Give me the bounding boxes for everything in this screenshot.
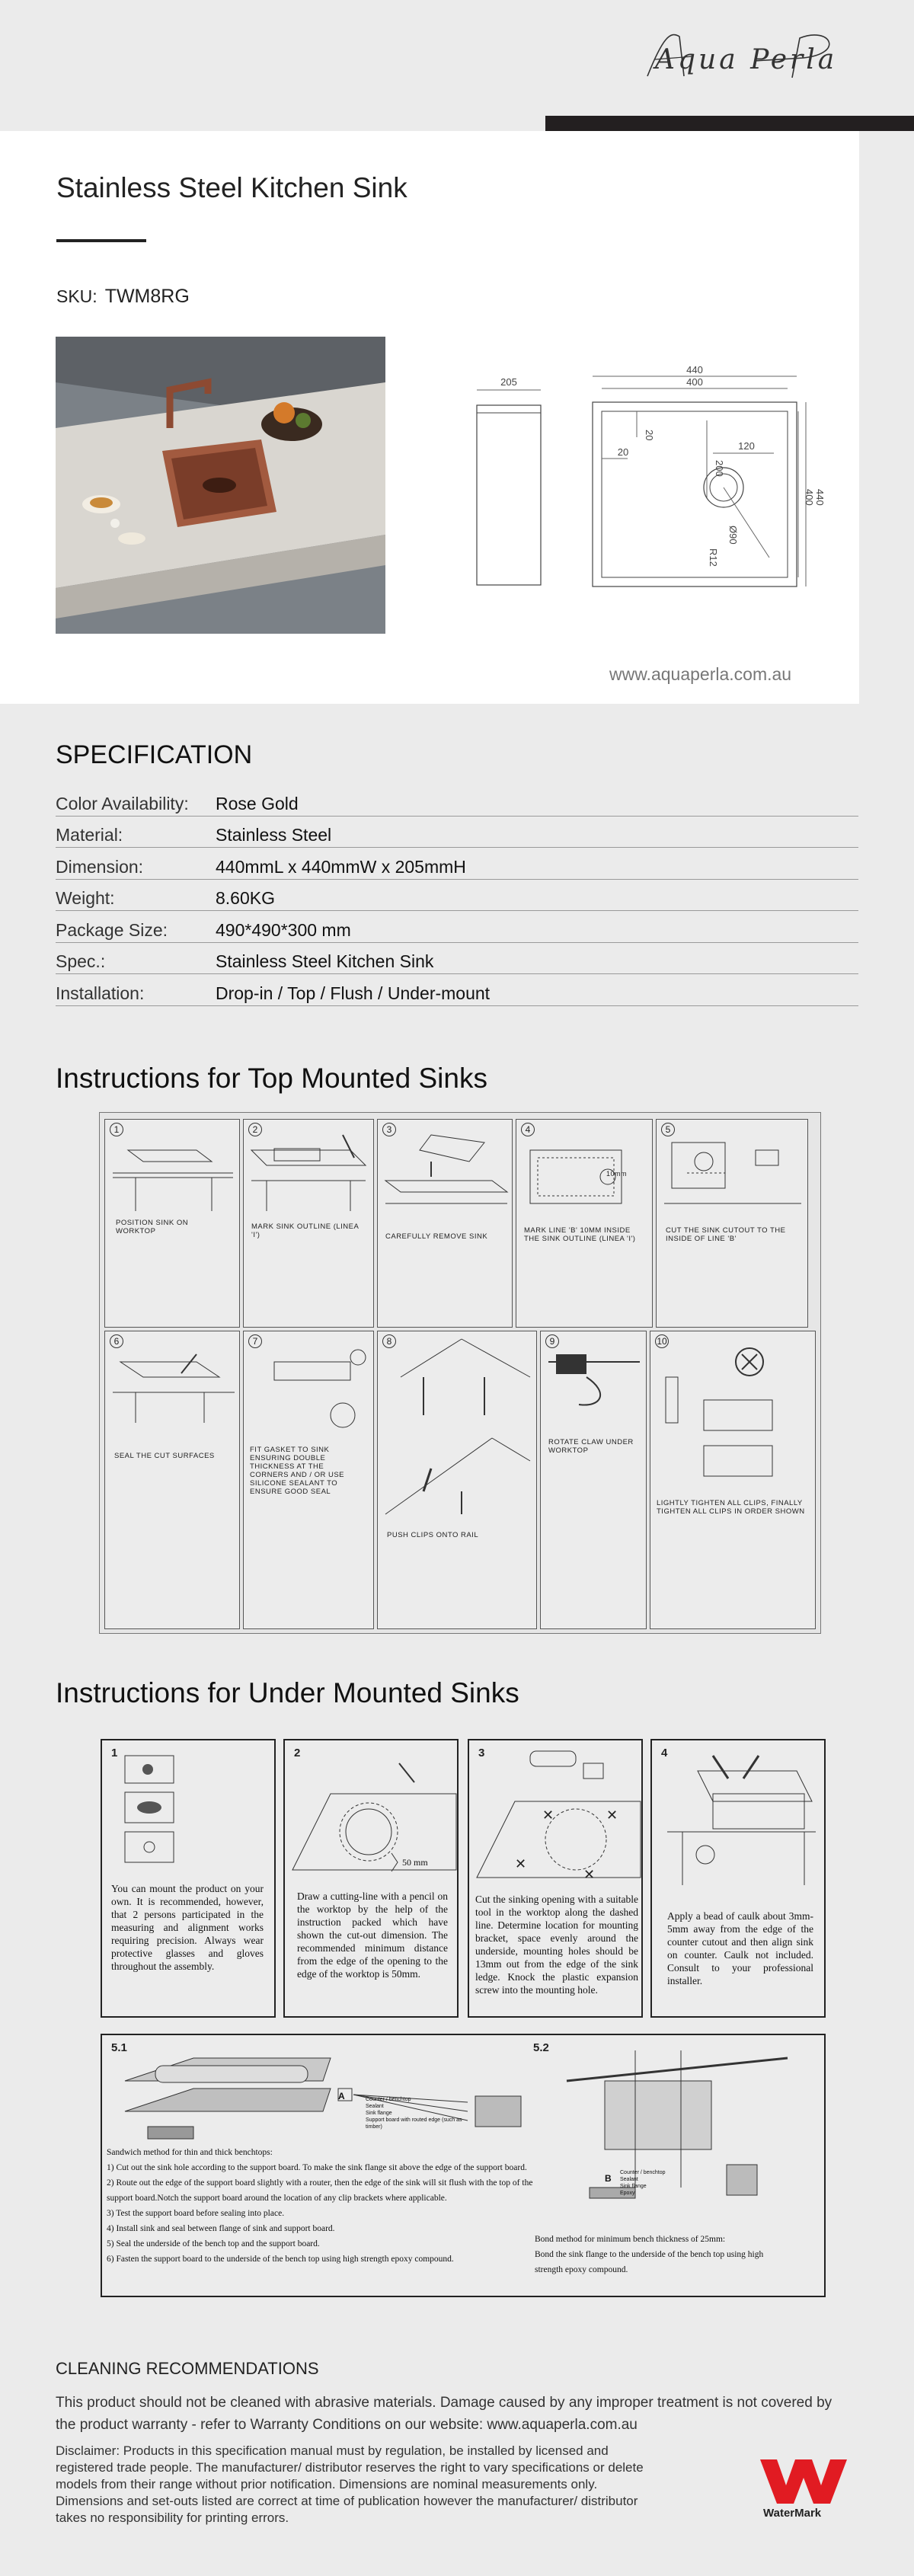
spec-row-installation xyxy=(56,974,858,1006)
svg-text:✕: ✕ xyxy=(583,1867,596,1882)
website-link[interactable]: www.aquaperla.com.au xyxy=(609,664,792,684)
spec-value: 440mmL x 440mmW x 205mmH xyxy=(216,856,466,877)
under-step-2 xyxy=(283,1739,459,2018)
step-caption: MARK SINK OUTLINE (LINEA 'I') xyxy=(251,1222,359,1239)
step-caption: MARK LINE 'B' 10MM INSIDE THE SINK OUTLINE (LINEA 'I') xyxy=(524,1226,636,1243)
step-number: 6 xyxy=(110,1334,123,1348)
step-number: 5.1 xyxy=(111,2041,127,2054)
spec-key: Spec.: xyxy=(56,951,106,971)
dim-drain-y: 200 xyxy=(714,460,725,477)
dim-outer-length: 440 xyxy=(814,489,826,506)
detail-callouts-a xyxy=(366,2096,472,2130)
method-line: 1) Cut out the sink hole according to the support board. To make the sink flange sit above the edge of the support board. xyxy=(107,2163,527,2172)
spec-value: 490*490*300 mm xyxy=(216,919,351,940)
top-step-9 xyxy=(540,1331,647,1629)
spec-title: SPECIFICATION xyxy=(56,740,253,769)
watermark-label: WaterMark xyxy=(763,2507,822,2520)
method-line: Bond the sink flange to the underside of the bench top using high strength epoxy compound. xyxy=(535,2250,764,2274)
step-number: 3 xyxy=(478,1747,485,1759)
step-number: 9 xyxy=(545,1334,559,1348)
top-mount-title: Instructions for Top Mounted Sinks xyxy=(56,1063,487,1094)
under-step-4 xyxy=(650,1739,826,2018)
method-line: 6) Fasten the support board to the underside of the bench top using high strength epoxy compound. xyxy=(107,2255,454,2264)
detail-callouts-b xyxy=(620,2169,727,2197)
detail-marker-b: B xyxy=(605,2173,612,2184)
spec-value: 8.60KG xyxy=(216,888,275,908)
top-step-7 xyxy=(243,1331,374,1629)
top-mount-instructions xyxy=(99,1112,821,1634)
detail-marker-a: A xyxy=(338,2091,345,2101)
callout: Counter / benchtop xyxy=(620,2170,666,2175)
under-mount-title: Instructions for Under Mounted Sinks xyxy=(56,1677,519,1708)
dim-side-width: 205 xyxy=(500,376,517,388)
step-number: 4 xyxy=(521,1123,535,1136)
sku-label: SKU: xyxy=(56,286,97,306)
step-caption: ROTATE CLAW UNDER WORKTOP xyxy=(548,1438,634,1455)
svg-text:✕: ✕ xyxy=(515,1856,527,1871)
dim-drain-x: 120 xyxy=(738,440,755,452)
dim-offset-left: 20 xyxy=(617,446,629,458)
spec-row-color xyxy=(56,785,858,817)
spec-key: Material: xyxy=(56,825,123,845)
method-line: 2) Route out the edge of the support board slightly with a router, then the edge of the sink will sit flush with the top of the support board.Notch the support board around the location of any clip brackets where applicable. xyxy=(107,2178,533,2203)
method-line: 4) Install sink and seal between flange of sink and support board. xyxy=(107,2224,335,2233)
spec-row-package xyxy=(56,911,858,943)
dim-inner-length: 400 xyxy=(804,489,815,506)
step-number: 7 xyxy=(248,1334,262,1348)
callout: Sink flange xyxy=(366,2111,392,2116)
watermark-icon xyxy=(754,2455,853,2508)
step-text: You can mount the product on your own. It is recommended, however, that 2 persons participated in the measuring and alignment works requiring precision. Always wear protective glasses and gloves throughout the assembly. xyxy=(111,1883,264,1972)
step-text: Apply a bead of caulk about 3mm-5mm away from the edge of the counter cutout and then align sink on counter. Caulk not included. Consult to your professional installer. xyxy=(667,1910,813,1986)
spec-row-material xyxy=(56,817,858,849)
step-caption: FIT GASKET TO SINK ENSURING DOUBLE THICKNESS AT THE CORNERS AND / OR USE SILICONE SEALANT TO ENSURE GOOD SEAL xyxy=(250,1446,345,1496)
disclaimer-text: Disclaimer: Products in this specification manual must by regulation, be installed by licensed and registered trade people. The manufacturer/ distributor reserves the right to vary specifications or delete models from their range without prior notification. Dimensions are nominal measurements only. Dimensions and set-outs listed are correct at time of publication however the manufacturer/ distributor takes no responsibility for printing errors. xyxy=(56,2443,644,2525)
top-step-8 xyxy=(377,1331,537,1629)
spec-key: Dimension: xyxy=(56,856,144,877)
step-number: 2 xyxy=(248,1123,262,1136)
spec-value: Stainless Steel Kitchen Sink xyxy=(216,951,434,971)
brand-name: Aqua Perla xyxy=(655,44,838,75)
step-caption: LIGHTLY TIGHTEN ALL CLIPS, FINALLY TIGHTEN ALL CLIPS IN ORDER SHOWN xyxy=(657,1499,805,1516)
spec-key: Package Size: xyxy=(56,919,168,940)
top-step-5 xyxy=(656,1119,808,1328)
under-step-5 xyxy=(101,2034,826,2297)
top-step-10 xyxy=(650,1331,816,1629)
spec-table xyxy=(56,785,858,1006)
spec-row-spec xyxy=(56,943,858,975)
step-number: 3 xyxy=(382,1123,396,1136)
step-number: 5 xyxy=(661,1123,675,1136)
spec-row-dimension xyxy=(56,848,858,880)
step-number: 8 xyxy=(382,1334,396,1348)
dim-inner-width: 400 xyxy=(686,376,703,388)
step-number: 1 xyxy=(111,1747,118,1759)
top-step-4 xyxy=(516,1119,653,1328)
top-step-6 xyxy=(104,1331,240,1629)
step-text: Draw a cutting-line with a pencil on the worktop by the help of the instruction packed which have shown the cut-out dimension. The recommended minimum distance from the edge of the opening to the edge of the worktop is 50mm. xyxy=(297,1890,448,1980)
step-label: 50 mm xyxy=(402,1857,428,1868)
step-number: 10 xyxy=(655,1334,669,1348)
sku-line xyxy=(56,286,190,308)
spec-value: Drop-in / Top / Flush / Under-mount xyxy=(216,983,491,1003)
under-step-1 xyxy=(101,1739,276,2018)
step-caption: CUT THE SINK CUTOUT TO THE INSIDE OF LINE 'B' xyxy=(666,1226,786,1243)
step-text: Cut the sinking opening with a suitable tool in the worktop along the dashed line. Determine location for mounting bracket, space evenly around the underside, mounting holes should be 13mm out from the edge of the sink ledge. Knock the plastic expansion screw into the mounting hole. xyxy=(475,1894,638,1996)
dim-offset-top: 20 xyxy=(644,430,655,441)
callout: Epoxy xyxy=(620,2191,635,2196)
step-number: 5.2 xyxy=(533,2041,549,2054)
under-step-3 xyxy=(468,1739,643,2018)
dim-outer-width: 440 xyxy=(686,364,703,376)
method-heading: Sandwich method for thin and thick benchtops: xyxy=(107,2148,273,2157)
callout: Support board with routed edge (such as timber) xyxy=(366,2117,462,2130)
step-5-2-text xyxy=(535,2232,778,2277)
callout: Sealant xyxy=(366,2104,384,2109)
dim-radius: R12 xyxy=(708,548,719,567)
spec-value: Stainless Steel xyxy=(216,825,332,845)
spec-row-weight xyxy=(56,880,858,912)
top-step-1 xyxy=(104,1119,240,1328)
callout: Counter / benchtop xyxy=(366,2097,411,2102)
svg-text:✕: ✕ xyxy=(542,1807,554,1823)
top-step-2 xyxy=(243,1119,374,1328)
product-photo xyxy=(56,337,385,634)
spec-key: Installation: xyxy=(56,983,145,1003)
title-divider xyxy=(56,239,146,242)
step-caption: PUSH CLIPS ONTO RAIL xyxy=(387,1531,479,1539)
page-title: Stainless Steel Kitchen Sink xyxy=(56,172,407,203)
svg-text:✕: ✕ xyxy=(606,1807,618,1823)
step-number: 2 xyxy=(294,1747,301,1759)
cleaning-text: This product should not be cleaned with abrasive materials. Damage caused by any improper treatment is not covered by the product warranty - refer to Warranty Conditions on our website: www.aquaperla.com.au xyxy=(56,2395,833,2433)
method-line: 5) Seal the underside of the bench top and the support board. xyxy=(107,2239,320,2248)
spec-value: Rose Gold xyxy=(216,793,299,813)
spec-key: Color Availability: xyxy=(56,793,189,813)
step-caption: POSITION SINK ON WORKTOP xyxy=(116,1219,189,1235)
step-caption: SEAL THE CUT SURFACES xyxy=(114,1452,215,1460)
step-5-1-text xyxy=(107,2145,533,2267)
spec-key: Weight: xyxy=(56,888,115,908)
watermark-logo xyxy=(754,2455,853,2531)
header-accent-bar xyxy=(545,116,914,131)
sku-value: TWM8RG xyxy=(104,286,190,307)
step-number: 1 xyxy=(110,1123,123,1136)
step-label: 10mm xyxy=(606,1170,628,1178)
method-heading: Bond method for minimum bench thickness of 25mm: xyxy=(535,2235,726,2244)
cleaning-title: CLEANING RECOMMENDATIONS xyxy=(56,2359,319,2378)
step-number: 4 xyxy=(661,1747,668,1759)
callout: Sealant xyxy=(620,2177,638,2182)
step-caption: CAREFULLY REMOVE SINK xyxy=(385,1232,488,1241)
top-step-3 xyxy=(377,1119,513,1328)
dimension-drawing xyxy=(465,360,826,596)
callout: Sink flange xyxy=(620,2184,647,2189)
brand-logo xyxy=(640,30,906,84)
method-line: 3) Test the support board before sealing into place. xyxy=(107,2209,285,2218)
dim-drain-dia: Ø90 xyxy=(727,526,739,545)
